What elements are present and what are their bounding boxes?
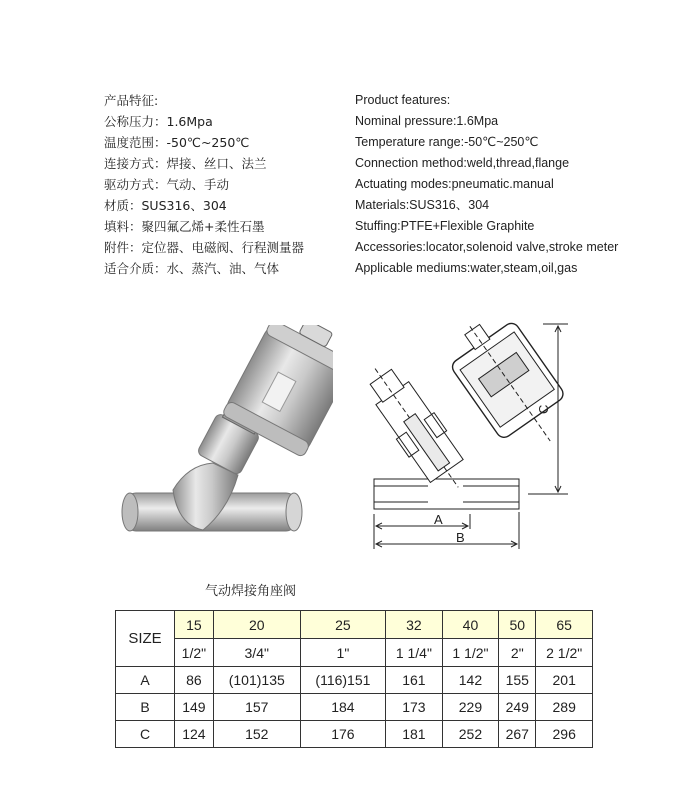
table-cell: 229 (442, 694, 499, 721)
row-label-c: C (116, 721, 175, 748)
size-inch-cell: 3/4" (213, 639, 300, 667)
table-cell: 149 (175, 694, 214, 721)
table-cell: 181 (386, 721, 443, 748)
table-cell: 155 (499, 667, 536, 694)
table-title: 气动焊接角座阀 (205, 584, 297, 599)
size-mm-cell: 40 (442, 611, 499, 639)
table-cell: 86 (175, 667, 214, 694)
feature-cn-line: 连接方式：焊接、丝口、法兰 (104, 156, 267, 171)
feature-cn-line: 填料：聚四氟乙烯+柔性石墨 (104, 219, 265, 234)
feature-cn-line: 适合介质：水、蒸汽、油、气体 (104, 261, 280, 276)
size-inch-cell: 2" (499, 639, 536, 667)
feature-en-line: Applicable mediums:water,steam,oil,gas (355, 261, 578, 275)
table-row (116, 611, 593, 639)
feature-en-line: Materials:SUS316、304 (355, 198, 490, 212)
valve-photo (118, 325, 333, 555)
table-cell: 252 (442, 721, 499, 748)
feature-en-line: Connection method:weld,thread,flange (355, 156, 570, 170)
table-cell: 296 (536, 721, 593, 748)
feature-en-line: Temperature range:-50℃~250℃ (355, 135, 539, 149)
size-inch-cell: 1/2" (175, 639, 214, 667)
valve-dimension-drawing (368, 314, 573, 554)
size-mm-cell: 50 (499, 611, 536, 639)
table-cell: 201 (536, 667, 593, 694)
table-row (116, 639, 593, 667)
dimension-label-c: C (536, 404, 551, 414)
feature-en-line: Accessories:locator,solenoid valve,stroke meter (355, 240, 619, 254)
table-cell: 124 (175, 721, 214, 748)
table-row (116, 721, 593, 748)
size-inch-cell: 1 1/4" (386, 639, 443, 667)
features-english (355, 90, 618, 279)
feature-cn-line: 附件：定位器、电磁阀、行程测量器 (104, 240, 305, 255)
feature-cn-line: 产品特征: (104, 93, 159, 108)
table-row (116, 694, 593, 721)
table-cell: 176 (300, 721, 385, 748)
size-mm-cell: 65 (536, 611, 593, 639)
table-cell: (116)151 (300, 667, 385, 694)
size-inch-cell: 2 1/2" (536, 639, 593, 667)
size-mm-cell: 15 (175, 611, 214, 639)
size-inch-cell: 1 1/2" (442, 639, 499, 667)
dimension-label-a: A (434, 512, 443, 527)
size-inch-cell: 1" (300, 639, 385, 667)
feature-cn-line: 驱动方式：气动、手动 (104, 177, 230, 192)
feature-cn-line: 温度范围：-50℃~250℃ (104, 135, 250, 150)
feature-en-line: Stuffing:PTFE+Flexible Graphite (355, 219, 535, 233)
row-label-b: B (116, 694, 175, 721)
feature-en-line: Nominal pressure:1.6Mpa (355, 114, 499, 128)
size-mm-cell: 20 (213, 611, 300, 639)
size-mm-cell: 32 (386, 611, 443, 639)
feature-cn-line: 公称压力：1.6Mpa (104, 114, 213, 129)
table-cell: 184 (300, 694, 385, 721)
table-cell: 173 (386, 694, 443, 721)
table-cell: 157 (213, 694, 300, 721)
feature-en-line: Product features: (355, 93, 451, 107)
table-cell: 142 (442, 667, 499, 694)
features-chinese (104, 90, 304, 279)
table-cell: 249 (499, 694, 536, 721)
row-label-a: A (116, 667, 175, 694)
table-cell: 161 (386, 667, 443, 694)
table-row (116, 667, 593, 694)
table-cell: 289 (536, 694, 593, 721)
table-cell: (101)135 (213, 667, 300, 694)
feature-en-line: Actuating modes:pneumatic.manual (355, 177, 554, 191)
size-mm-cell: 25 (300, 611, 385, 639)
feature-cn-line: 材质：SUS316、304 (104, 198, 227, 213)
table-cell: 152 (213, 721, 300, 748)
table-cell: 267 (499, 721, 536, 748)
size-table (115, 610, 593, 748)
size-header: SIZE (116, 611, 175, 667)
dimension-label-b: B (456, 530, 465, 545)
